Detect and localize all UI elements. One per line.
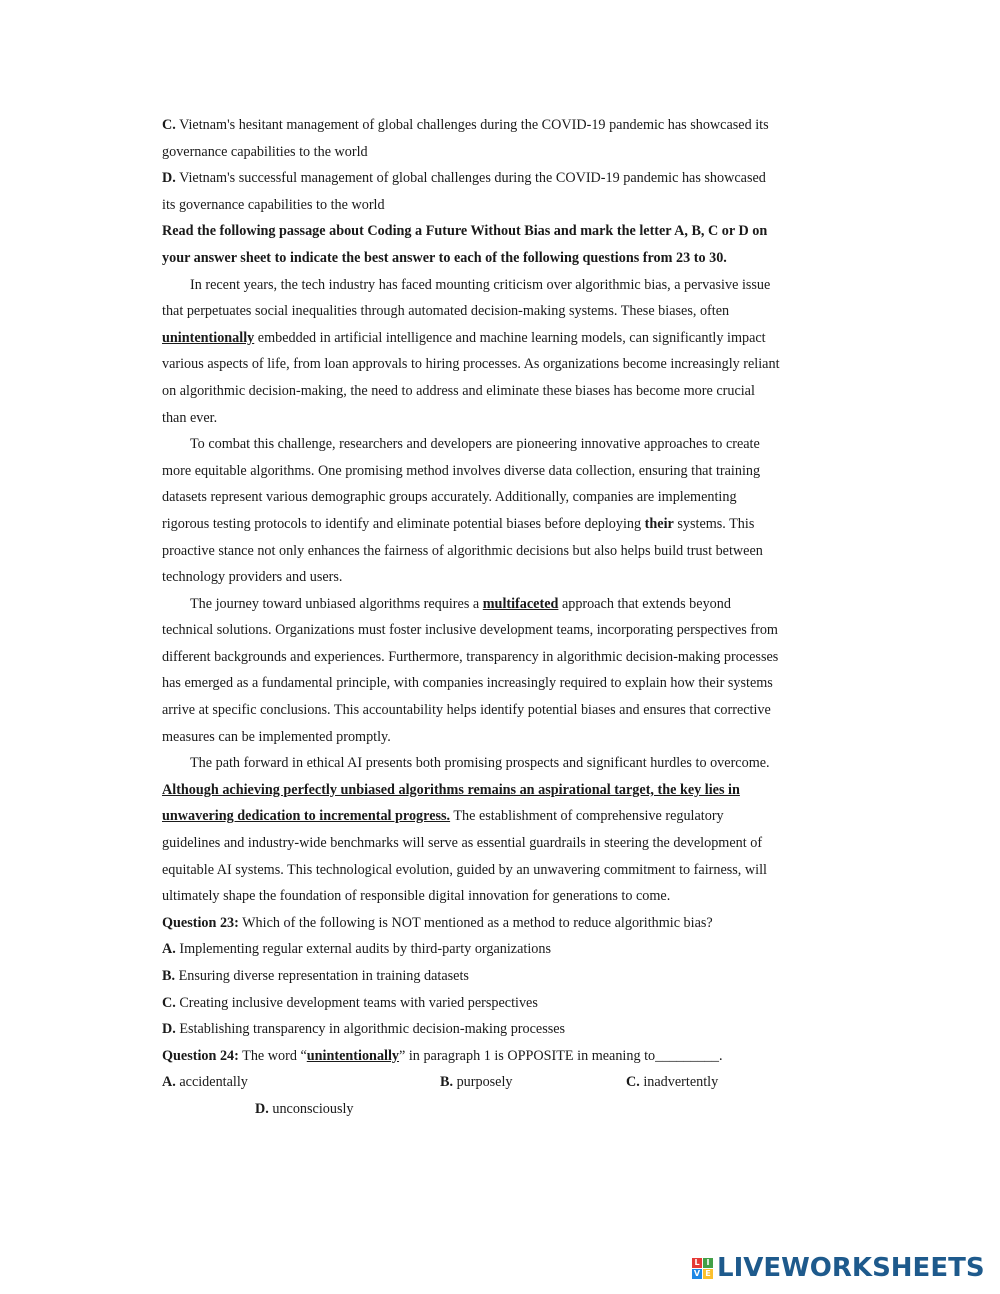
passage-line: on algorithmic decision-making, the need to address and eliminate these biases has become more crucial <box>162 382 755 399</box>
option-letter: D. <box>255 1100 269 1117</box>
option-text: Vietnam's hesitant management of global challenges during the COVID-19 pandemic has showcased its <box>179 117 769 133</box>
passage-line: In recent years, the tech industry has faced mounting criticism over algorithmic bias, a pervasive issue <box>190 276 771 293</box>
q24-option-d[interactable] <box>255 1096 354 1123</box>
option-letter: C. <box>162 994 176 1011</box>
option-text: Creating inclusive development teams with varied perspectives <box>175 994 538 1011</box>
q23-option-b[interactable] <box>162 963 842 990</box>
logo-mark-letter: V <box>693 1268 701 1278</box>
passage-line: datasets represent various demographic groups accurately. Additionally, companies are implementing <box>162 489 737 506</box>
logo-mark-icon <box>692 1258 713 1279</box>
passage-line: more equitable algorithms. One promising method involves diverse data collection, ensuring that training <box>162 462 761 479</box>
question-text: The word “ <box>238 1047 307 1064</box>
question-23 <box>162 910 842 1043</box>
passage-line: ultimately shape the foundation of responsible digital innovation for generations to come. <box>162 888 671 905</box>
passage-line: equitable AI systems. This technological evolution, guided by an unwavering commitment to fairness, will <box>162 861 767 878</box>
option-letter: B. <box>440 1074 454 1091</box>
passage-line: technology providers and users. <box>162 569 343 586</box>
option-letter: D. <box>162 170 176 187</box>
passage-line: than ever. <box>162 409 218 426</box>
passage-line: To combat this challenge, researchers and developers are pioneering innovative approaches to create <box>190 436 760 453</box>
q24-option-b[interactable] <box>440 1069 513 1096</box>
option-letter: C. <box>626 1074 640 1091</box>
passage-line: that perpetuates social inequalities through automated decision-making systems. These biases, often <box>162 303 730 320</box>
passage-line: measures can be implemented promptly. <box>162 728 391 745</box>
option-text: Vietnam's successful management of global challenges during the COVID-19 pandemic has showcased <box>179 170 766 187</box>
passage-text: approach that extends beyond <box>558 595 731 612</box>
paragraph-3 <box>162 591 842 751</box>
paragraph-4 <box>162 750 842 910</box>
passage-text: rigorous testing protocols to identify and eliminate potential biases before deploying <box>162 515 645 532</box>
logo-text: LIVEWORKSHEETS <box>717 1253 985 1283</box>
passage-line: arrive at specific conclusions. This accountability helps identify potential biases and ensures that corrective <box>162 702 771 719</box>
passage-line: different backgrounds and experiences. Furthermore, transparency in algorithmic decision-making processes <box>162 648 779 665</box>
instruction-line: your answer sheet to indicate the best answer to each of the following questions from 23 to 30. <box>162 249 727 266</box>
question-label: Question 23: <box>162 914 239 931</box>
option-text: Ensuring diverse representation in training datasets <box>175 968 469 984</box>
underlined-sentence: unwavering dedication to incremental progress. <box>162 808 451 825</box>
instruction-line: Read the following passage about Coding a Future Without Bias and mark the letter A, B, C or D on <box>162 223 768 240</box>
question-24 <box>162 1043 842 1123</box>
previous-option-d <box>162 165 842 218</box>
passage-text: The journey toward unbiased algorithms requires a <box>190 595 483 612</box>
option-text: Implementing regular external audits by third-party organizations <box>175 941 551 958</box>
underlined-sentence: Although achieving perfectly unbiased algorithms remains an aspirational target, the key lies in <box>162 781 740 798</box>
option-letter: A. <box>162 941 176 958</box>
option-text: accidentally <box>175 1074 248 1091</box>
passage-line: has emerged as a fundamental principle, with companies increasingly required to explain how their systems <box>162 675 773 692</box>
option-text: Establishing transparency in algorithmic decision-making processes <box>175 1021 566 1038</box>
passage-text: systems. This <box>673 515 755 532</box>
q24-option-a[interactable] <box>162 1069 248 1096</box>
passage-line: proactive stance not only enhances the fairness of algorithmic decisions but also helps build trust between <box>162 542 763 559</box>
passage-line: technical solutions. Organizations must foster inclusive development teams, incorporating perspectives from <box>162 622 778 639</box>
passage-text: embedded in artificial intelligence and machine learning models, can significantly impact <box>254 329 766 346</box>
paragraph-1 <box>162 272 842 432</box>
option-text: governance capabilities to the world <box>162 143 368 160</box>
logo-mark-letter: E <box>703 1269 713 1279</box>
option-text: its governance capabilities to the world <box>162 196 385 213</box>
question-text: Which of the following is NOT mentioned as a method to reduce algorithmic bias? <box>238 914 713 931</box>
worksheet-page <box>162 112 842 1123</box>
underlined-word-unintentionally: unintentionally <box>306 1047 400 1064</box>
option-letter: A. <box>162 1074 176 1091</box>
option-text: inadvertently <box>639 1074 719 1091</box>
option-text: unconsciously <box>268 1100 354 1117</box>
q23-option-c[interactable] <box>162 990 842 1017</box>
liveworksheets-logo[interactable] <box>692 1252 985 1284</box>
option-text: purposely <box>453 1074 513 1091</box>
underlined-word-multifaceted: multifaceted <box>482 595 559 612</box>
passage-line: The path forward in ethical AI presents both promising prospects and significant hurdles to overcome. <box>190 755 770 772</box>
option-letter: D. <box>162 1021 176 1038</box>
previous-option-c <box>162 112 842 165</box>
instruction <box>162 218 842 271</box>
passage-text: The establishment of comprehensive regulatory <box>450 808 724 825</box>
passage-line: guidelines and industry-wide benchmarks will serve as essential guardrails in steering the development of <box>162 835 763 852</box>
logo-mark-letter: L <box>692 1258 702 1268</box>
bold-word-their: their <box>644 515 674 532</box>
underlined-word-unintentionally: unintentionally <box>162 329 255 346</box>
option-letter: C. <box>162 117 176 133</box>
q23-option-d[interactable] <box>162 1016 842 1043</box>
question-label: Question 24: <box>162 1047 239 1064</box>
option-letter: B. <box>162 968 176 984</box>
question-text: ” in paragraph 1 is OPPOSITE in meaning to_________. <box>399 1047 723 1064</box>
paragraph-2 <box>162 431 842 591</box>
q24-option-c[interactable] <box>626 1069 718 1096</box>
passage-line: various aspects of life, from loan approvals to hiring processes. As organizations become increasingly reliant <box>162 356 780 373</box>
logo-mark-letter: I <box>703 1258 713 1268</box>
q23-option-a[interactable] <box>162 936 842 963</box>
